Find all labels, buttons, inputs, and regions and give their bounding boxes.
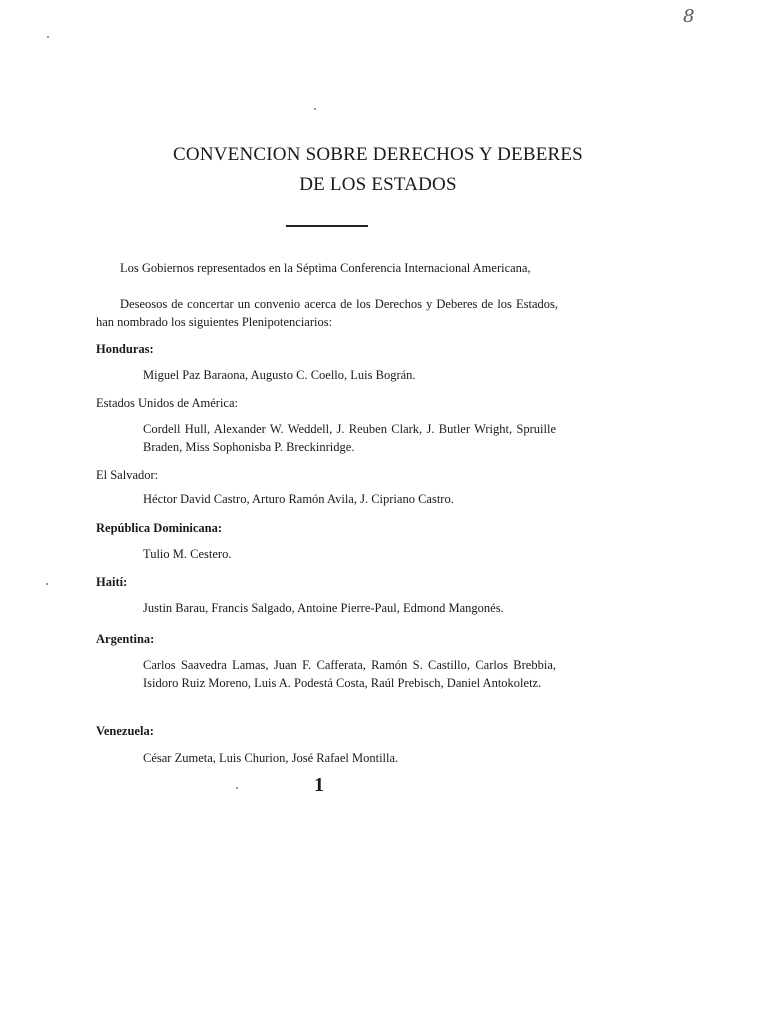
delegates-el-salvador: Héctor David Castro, Arturo Ramón Avila, J. Cipriano Castro. xyxy=(143,492,454,506)
country-label-argentina: Argentina: xyxy=(96,632,155,646)
delegates-honduras: Miguel Paz Baraona, Augusto C. Coello, Luis Bográn. xyxy=(143,368,416,382)
country-label-el-salvador: El Salvador: xyxy=(96,468,159,482)
country-label-honduras: Honduras: xyxy=(96,342,154,356)
country-label-venezuela: Venezuela: xyxy=(96,724,154,738)
delegates-republica-dominicana: Tulio M. Cestero. xyxy=(143,547,232,561)
scan-speck xyxy=(47,36,49,38)
document-title-line-1: CONVENCION SOBRE DERECHOS Y DEBERES xyxy=(173,144,583,165)
delegates-haiti: Justin Barau, Francis Salgado, Antoine Pierre-Paul, Edmond Mangonés. xyxy=(143,601,504,615)
country-label-haiti: Haití: xyxy=(96,575,128,589)
page-number: 1 xyxy=(314,774,324,796)
scan-speck xyxy=(314,108,316,110)
country-label-republica-dominicana: República Dominicana: xyxy=(96,521,223,535)
preamble-paragraph-2: Deseosos de concertar un convenio acerca de los Derechos y Deberes de los Estados, han nombrado los siguientes Plenipotenciarios: xyxy=(96,297,558,329)
scan-speck xyxy=(236,787,238,789)
preamble-paragraph-1: Los Gobiernos representados en la Séptima Conferencia Internacional Americana, xyxy=(120,261,531,275)
delegates-venezuela: César Zumeta, Luis Churion, José Rafael Montilla. xyxy=(143,751,399,765)
title-divider xyxy=(286,225,368,227)
scan-speck xyxy=(46,583,48,585)
document-title-line-2: DE LOS ESTADOS xyxy=(299,174,457,195)
delegates-estados-unidos: Cordell Hull, Alexander W. Weddell, J. Reuben Clark, J. Butler Wright, Spruille Braden, Miss Sophonisba P. Breckinridge. xyxy=(143,422,556,454)
delegates-argentina: Carlos Saavedra Lamas, Juan F. Cafferata, Ramón S. Castillo, Carlos Brebbia, Isidoro Ruiz Moreno, Luis A. Podestá Costa, Raúl Prebisch, Daniel Antokoletz. xyxy=(143,658,556,690)
country-label-estados-unidos: Estados Unidos de América: xyxy=(96,396,238,410)
handwritten-page-mark: 8 xyxy=(683,6,695,27)
